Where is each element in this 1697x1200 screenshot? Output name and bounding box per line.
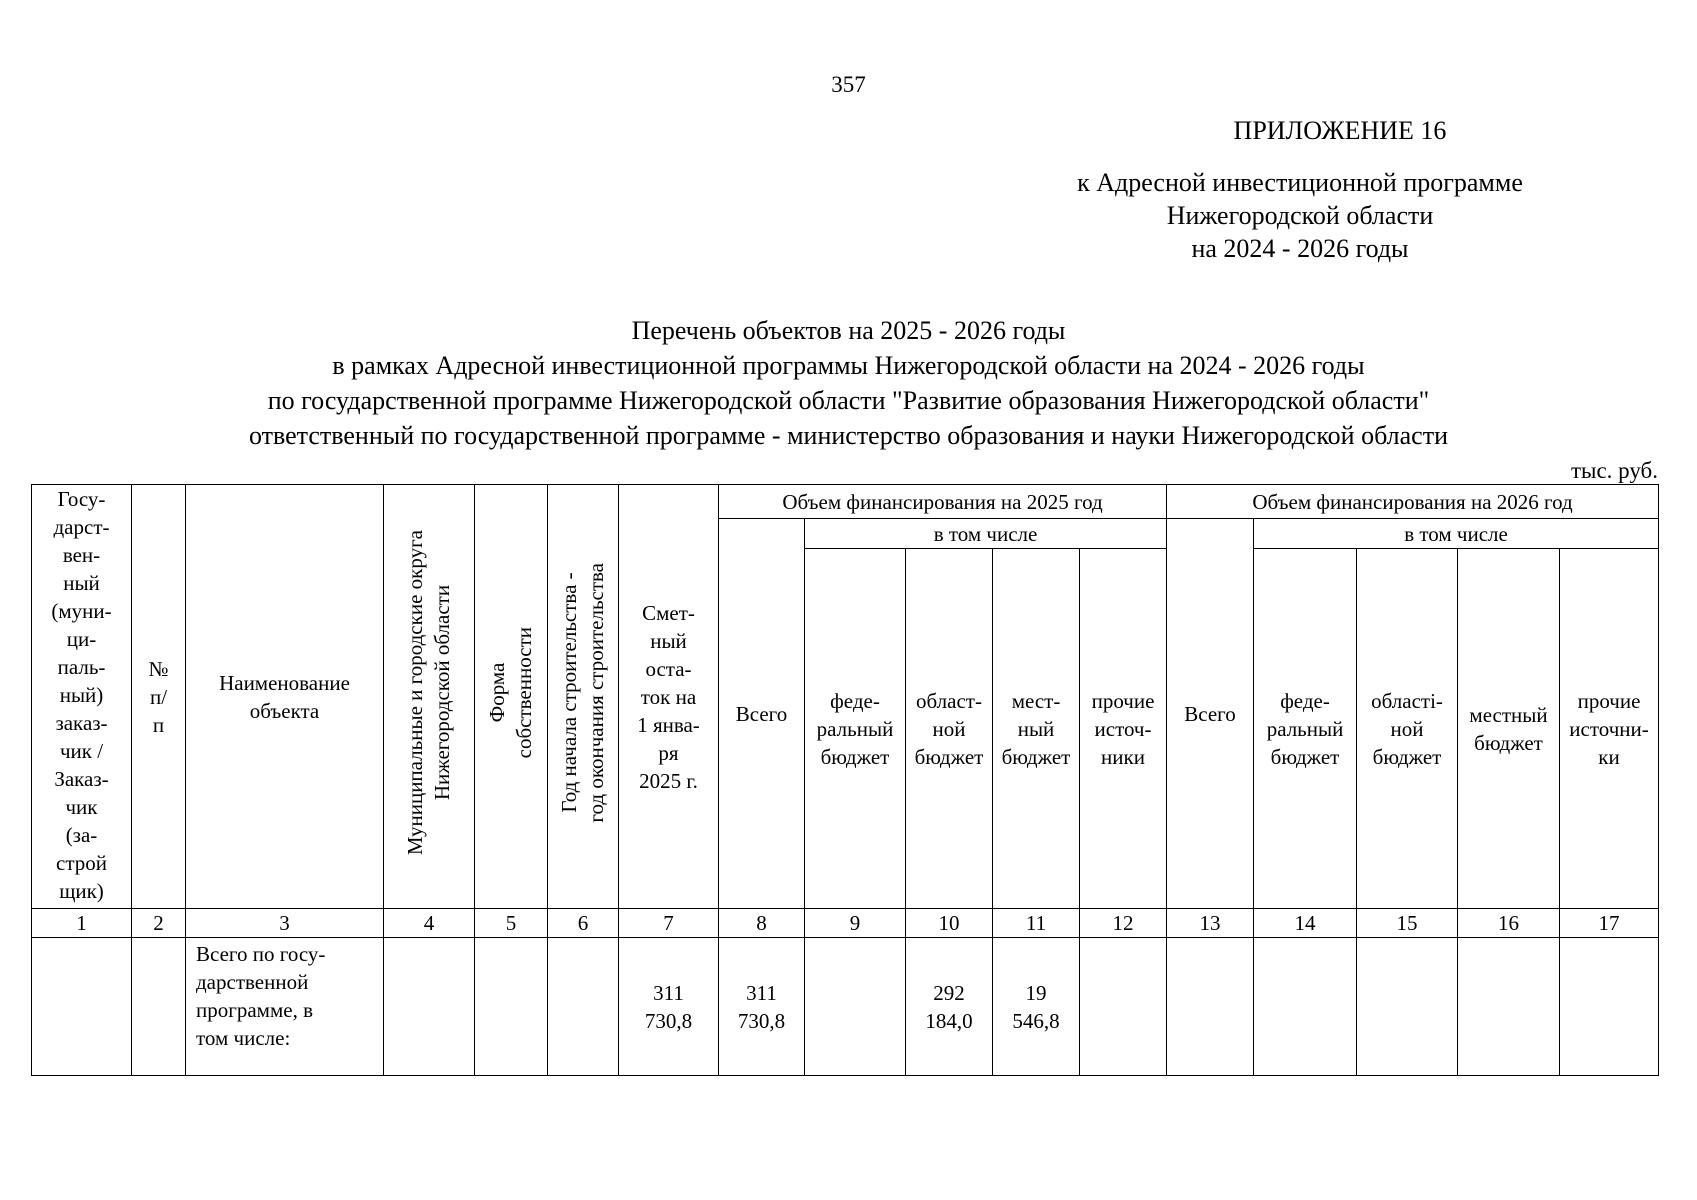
header-other-2025: прочие источ- ники bbox=[1080, 549, 1167, 909]
header-years bbox=[548, 485, 619, 909]
header-total-2026: Всего bbox=[1167, 519, 1254, 909]
column-number: 8 bbox=[719, 909, 805, 938]
appendix-reference bbox=[1000, 166, 1600, 265]
cell-local-2026 bbox=[1458, 938, 1560, 1076]
cell-federal-2025 bbox=[805, 938, 906, 1076]
header-federal-2026: феде- ральный бюджет bbox=[1254, 549, 1357, 909]
title-line-3: по государственной программе Нижегородской области "Развитие образования Нижегородской области" bbox=[267, 386, 1430, 415]
header-including-2026: в том числе bbox=[1254, 519, 1659, 549]
header-districts-text: Муниципальные и городские округа Нижегородской области bbox=[403, 530, 454, 856]
header-districts bbox=[384, 485, 475, 909]
column-number: 1 bbox=[32, 909, 132, 938]
column-number: 7 bbox=[619, 909, 719, 938]
cell-object-name: Всего по госу- дарственной программе, в том числе: bbox=[186, 938, 384, 1076]
document-title bbox=[0, 313, 1697, 453]
column-number: 6 bbox=[548, 909, 619, 938]
column-number: 11 bbox=[993, 909, 1080, 938]
table-row bbox=[32, 938, 1659, 1076]
column-number: 14 bbox=[1254, 909, 1357, 938]
header-financing-2026: Объем финансирования на 2026 год bbox=[1167, 485, 1659, 519]
header-customer: Госу- дарст- вен- ный (муни- ци- паль- ный) заказ- чик / Заказ- чик (за- строй щик) bbox=[32, 485, 132, 909]
header-other-2026: прочие источни- ки bbox=[1560, 549, 1659, 909]
column-number: 10 bbox=[906, 909, 993, 938]
column-numbers-row bbox=[32, 909, 1659, 938]
cell-total-2025: 311 730,8 bbox=[719, 938, 805, 1076]
cell-other-2025 bbox=[1080, 938, 1167, 1076]
column-number: 2 bbox=[132, 909, 186, 938]
cell-other-2026 bbox=[1560, 938, 1659, 1076]
cell-years bbox=[548, 938, 619, 1076]
column-number: 13 bbox=[1167, 909, 1254, 938]
header-ownership bbox=[475, 485, 548, 909]
cell-ownership bbox=[475, 938, 548, 1076]
column-number: 16 bbox=[1458, 909, 1560, 938]
appendix-title: ПРИЛОЖЕНИЕ 16 bbox=[1233, 116, 1447, 145]
cell-districts bbox=[384, 938, 475, 1076]
cell-customer bbox=[32, 938, 132, 1076]
appendix-ref-line-3: на 2024 - 2026 годы bbox=[1191, 234, 1409, 263]
units-label: тыс. руб. bbox=[1570, 458, 1658, 483]
cell-local-2025: 19 546,8 bbox=[993, 938, 1080, 1076]
cell-number bbox=[132, 938, 186, 1076]
column-number: 3 bbox=[186, 909, 384, 938]
header-federal-2025: феде- ральный бюджет bbox=[805, 549, 906, 909]
cell-estimate: 311 730,8 bbox=[619, 938, 719, 1076]
column-number: 17 bbox=[1560, 909, 1659, 938]
header-total-2025: Всего bbox=[719, 519, 805, 909]
column-number: 5 bbox=[475, 909, 548, 938]
header-regional-2026: областi- ной бюджет bbox=[1357, 549, 1458, 909]
column-number: 4 bbox=[384, 909, 475, 938]
appendix-ref-line-1: к Адресной инвестиционной программе bbox=[1077, 168, 1523, 197]
title-line-4: ответственный по государственной программе - министерство образования и науки Нижегородской области bbox=[249, 421, 1448, 450]
cell-regional-2025: 292 184,0 bbox=[906, 938, 993, 1076]
header-local-2026: местный бюджет bbox=[1458, 549, 1560, 909]
header-ownership-text: Форма собственности bbox=[485, 627, 536, 759]
page-number: 357 bbox=[831, 72, 866, 97]
appendix-ref-line-2: Нижегородской области bbox=[1166, 201, 1434, 230]
title-line-2: в рамках Адресной инвестиционной программы Нижегородской области на 2024 - 2026 годы bbox=[332, 351, 1365, 380]
header-local-2025: мест- ный бюджет bbox=[993, 549, 1080, 909]
objects-table bbox=[31, 484, 1659, 1076]
column-number: 12 bbox=[1080, 909, 1167, 938]
header-number: № п/ п bbox=[132, 485, 186, 909]
header-regional-2025: област- ной бюджет bbox=[906, 549, 993, 909]
column-number: 15 bbox=[1357, 909, 1458, 938]
header-object-name: Наименование объекта bbox=[186, 485, 384, 909]
title-line-1: Перечень объектов на 2025 - 2026 годы bbox=[631, 316, 1066, 345]
header-including-2025: в том числе bbox=[805, 519, 1167, 549]
header-years-text: Год начала строительства - год окончания строительства bbox=[557, 563, 608, 823]
cell-total-2026 bbox=[1167, 938, 1254, 1076]
header-estimate: Смет- ный оста- ток на 1 янва- ря 2025 г. bbox=[619, 485, 719, 909]
header-row-1 bbox=[32, 485, 1659, 519]
cell-regional-2026 bbox=[1357, 938, 1458, 1076]
header-financing-2025: Объем финансирования на 2025 год bbox=[719, 485, 1167, 519]
column-number: 9 bbox=[805, 909, 906, 938]
cell-federal-2026 bbox=[1254, 938, 1357, 1076]
